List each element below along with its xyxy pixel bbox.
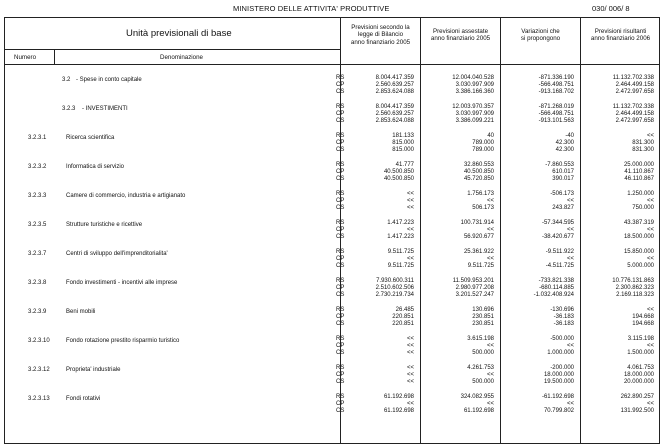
row-numero: 3.2.3.8 — [28, 280, 47, 286]
table-cell: << — [406, 401, 414, 407]
numero-divider — [54, 49, 55, 64]
row-type-code: RS — [336, 394, 345, 400]
table-cell: 45.720.850 — [463, 176, 494, 182]
table-cell: 42.300 — [555, 147, 574, 153]
row-denominazione: - Spese in conto capitale — [76, 77, 142, 83]
table-cell: 2.980.977.208 — [455, 285, 494, 291]
row-numero: 3.2.3.5 — [28, 222, 47, 228]
table-cell: 3.615.198 — [467, 336, 494, 342]
table-cell: 2.853.624.088 — [375, 89, 414, 95]
table-cell: 220.851 — [392, 314, 414, 320]
table-cell: << — [406, 343, 414, 349]
table-cell: << — [646, 198, 654, 204]
table-cell: 181.133 — [392, 133, 414, 139]
table-cell: 100.731.914 — [460, 220, 494, 226]
table-cell: 1.250.000 — [627, 191, 654, 197]
table-cell: << — [486, 256, 494, 262]
table-cell: 5.000.000 — [627, 263, 654, 269]
row-numero: 3.2.3.2 — [28, 164, 47, 170]
table-cell: 8.004.417.359 — [375, 75, 414, 81]
row-type-code: RS — [336, 104, 345, 110]
header-bottom-rule — [4, 64, 660, 65]
row-type-code: RS — [336, 191, 345, 197]
table-cell: 42.300 — [555, 140, 574, 146]
table-cell: 2.730.219.734 — [375, 292, 414, 298]
table-cell: 8.004.417.359 — [375, 104, 414, 110]
table-cell: 11.132.702.338 — [612, 104, 654, 110]
table-cell: 2.300.862.323 — [615, 285, 654, 291]
table-cell: 11.132.702.338 — [612, 75, 654, 81]
table-cell: 220.851 — [392, 321, 414, 327]
table-cell: << — [486, 198, 494, 204]
table-cell: 262.890.257 — [620, 394, 654, 400]
table-cell: 2.510.602.506 — [375, 285, 414, 291]
table-cell: << — [406, 227, 414, 233]
row-numero: 3.2.3.12 — [28, 367, 50, 373]
row-type-code: RS — [336, 278, 345, 284]
table-cell: 230.851 — [472, 314, 494, 320]
row-type-code: CS — [336, 350, 345, 356]
table-cell: 4.061.753 — [627, 365, 654, 371]
row-type-code: CP — [336, 82, 345, 88]
table-cell: 40 — [487, 133, 494, 139]
table-cell: 43.387.319 — [623, 220, 654, 226]
row-numero: 3.2 — [62, 77, 71, 83]
table-cell: -200.000 — [550, 365, 574, 371]
table-cell: 2.472.997.658 — [615, 118, 654, 124]
table-cell: -871.336.190 — [538, 75, 574, 81]
table-cell: 56.920.677 — [463, 234, 494, 240]
row-type-code: RS — [336, 162, 345, 168]
table-cell: -38.420.677 — [541, 234, 574, 240]
denominazione-header: Denominazione — [160, 54, 203, 61]
table-cell: 2.853.624.088 — [375, 118, 414, 124]
row-numero: 3.2.3.7 — [28, 251, 47, 257]
table-cell: 500.000 — [472, 379, 494, 385]
row-type-code: RS — [336, 249, 345, 255]
table-cell: -40 — [565, 133, 574, 139]
row-denominazione: Informatica di servizio — [66, 164, 125, 170]
table-cell: 40.500.850 — [463, 169, 494, 175]
table-cell: 3.030.997.909 — [455, 111, 494, 117]
table-cell: 26.485 — [395, 307, 414, 313]
row-type-code: RS — [336, 365, 345, 371]
table-cell: -36.183 — [553, 314, 574, 320]
table-cell: 15.850.000 — [623, 249, 654, 255]
table-cell: 12.004.040.528 — [452, 75, 494, 81]
table-cell: 25.361.922 — [463, 249, 494, 255]
table-cell: << — [566, 198, 574, 204]
table-cell: 10.776.131.863 — [612, 278, 654, 284]
table-cell: << — [406, 205, 414, 211]
table-cell: 130.696 — [472, 307, 494, 313]
row-denominazione: Ricerca scientifica — [66, 135, 115, 141]
table-cell: 230.851 — [472, 321, 494, 327]
table-cell: -871.268.019 — [538, 104, 574, 110]
table-cell: 4.261.753 — [467, 365, 494, 371]
table-cell: 2.169.118.323 — [616, 292, 654, 298]
table-cell: 789.000 — [472, 140, 494, 146]
row-type-code: CS — [336, 321, 345, 327]
row-denominazione: Proprieta' industriale — [66, 367, 121, 373]
table-cell: << — [406, 191, 414, 197]
table-cell: 1.000.000 — [547, 350, 574, 356]
row-type-code: CS — [336, 205, 345, 211]
table-cell: << — [486, 372, 494, 378]
row-type-code: CP — [336, 140, 345, 146]
table-cell: 831.300 — [632, 140, 654, 146]
ministry-title: MINISTERO DELLE ATTIVITA' PRODUTTIVE — [233, 4, 390, 13]
row-type-code: CP — [336, 198, 345, 204]
table-cell: 9.511.725 — [387, 263, 414, 269]
table-cell: -500.000 — [550, 336, 574, 342]
table-cell: 2.472.997.658 — [615, 89, 654, 95]
table-cell: -61.192.698 — [541, 394, 574, 400]
row-type-code: RS — [336, 307, 345, 313]
row-type-code: CP — [336, 256, 345, 262]
numero-header: Numero — [14, 54, 37, 61]
row-denominazione: Fondi rotativi — [66, 396, 101, 402]
table-cell: -680.114.885 — [539, 285, 574, 291]
table-cell: 20.000.000 — [623, 379, 654, 385]
row-type-code: CS — [336, 379, 345, 385]
row-type-code: CP — [336, 169, 345, 175]
table-cell: -566.498.751 — [538, 82, 574, 88]
row-type-code: CP — [336, 401, 345, 407]
table-cell: -36.183 — [553, 321, 574, 327]
table-cell: << — [646, 401, 654, 407]
col-header-legge-bilancio: Previsioni secondo la legge di Bilancio anno finanziario 2005 — [350, 24, 411, 46]
table-cell: << — [646, 227, 654, 233]
table-cell: 61.192.698 — [383, 394, 414, 400]
table-cell: 2.464.499.158 — [615, 111, 654, 117]
table-cell: 194.668 — [632, 314, 654, 320]
table-cell: << — [486, 343, 494, 349]
table-cell: 3.386.099.221 — [455, 118, 494, 124]
row-type-code: RS — [336, 220, 345, 226]
table-cell: 506.173 — [472, 205, 494, 211]
table-cell: 324.082.955 — [460, 394, 494, 400]
table-cell: << — [646, 256, 654, 262]
table-cell: << — [406, 372, 414, 378]
table-cell: 61.192.698 — [463, 408, 494, 414]
row-denominazione: Centri di sviluppo dell'imprenditorialita' — [66, 251, 168, 257]
row-type-code: CP — [336, 227, 345, 233]
row-type-code: RS — [336, 75, 345, 81]
row-type-code: CP — [336, 111, 345, 117]
table-cell: 831.300 — [632, 147, 654, 153]
table-cell: -4.511.725 — [545, 263, 574, 269]
row-type-code: RS — [336, 336, 345, 342]
table-cell: 70.799.802 — [543, 408, 574, 414]
table-cell: << — [406, 198, 414, 204]
table-cell: 2.464.499.158 — [615, 82, 654, 88]
table-cell: 789.000 — [472, 147, 494, 153]
row-type-code: CS — [336, 118, 345, 124]
table-cell: 3.030.997.909 — [455, 82, 494, 88]
table-cell: 9.511.725 — [387, 249, 414, 255]
table-cell: 194.668 — [632, 321, 654, 327]
table-cell: << — [566, 343, 574, 349]
table-cell: << — [646, 307, 654, 313]
table-cell: 18.000.000 — [543, 372, 574, 378]
table-cell: 1.417.223 — [387, 234, 414, 240]
row-numero: 3.2.3.10 — [28, 338, 50, 344]
table-cell: -506.173 — [550, 191, 574, 197]
row-type-code: CS — [336, 89, 345, 95]
row-type-code: CP — [336, 314, 345, 320]
table-cell: 40.500.850 — [383, 169, 414, 175]
table-cell: << — [406, 365, 414, 371]
row-type-code: CS — [336, 408, 345, 414]
table-cell: 3.115.198 — [627, 336, 654, 342]
row-type-code: CS — [336, 263, 345, 269]
table-cell: << — [406, 256, 414, 262]
table-cell: 610.017 — [552, 169, 574, 175]
row-type-code: CS — [336, 292, 345, 298]
table-cell: 3.201.527.247 — [455, 292, 494, 298]
table-cell: << — [646, 343, 654, 349]
table-cell: -9.511.922 — [545, 249, 574, 255]
col-header-previsioni-assestate: Previsioni assestate anno finanziario 2005 — [430, 28, 491, 43]
table-cell: 1.756.173 — [467, 191, 494, 197]
table-cell: 390.017 — [552, 176, 574, 182]
row-type-code: CS — [336, 176, 345, 182]
table-cell: -566.498.751 — [538, 111, 574, 117]
row-denominazione: Camere di commercio, industria e artigianato — [66, 193, 186, 199]
table-cell: << — [566, 256, 574, 262]
table-cell: << — [566, 227, 574, 233]
row-denominazione: Fondo rotazione prestito risparmio turistico — [66, 338, 180, 344]
table-cell: 18.500.000 — [623, 234, 654, 240]
table-cell: 815.000 — [392, 147, 414, 153]
table-cell: 40.500.850 — [383, 176, 414, 182]
table-cell: 500.000 — [472, 350, 494, 356]
table-cell: << — [406, 379, 414, 385]
page-reference: 030/ 006/ 8 — [592, 4, 630, 13]
table-cell: << — [566, 401, 574, 407]
row-numero: 3.2.3.9 — [28, 309, 47, 315]
row-type-code: CP — [336, 343, 345, 349]
row-type-code: CP — [336, 285, 345, 291]
table-cell: -913.168.702 — [538, 89, 574, 95]
table-cell: 1.500.000 — [627, 350, 654, 356]
table-cell: -913.101.563 — [538, 118, 574, 124]
table-cell: -57.344.595 — [541, 220, 574, 226]
table-cell: << — [486, 227, 494, 233]
table-cell: 815.000 — [392, 140, 414, 146]
table-cell: 243.827 — [552, 205, 574, 211]
col-header-variazioni: Variazioni che si propongono — [520, 28, 561, 43]
table-cell: 12.003.970.357 — [452, 104, 494, 110]
table-cell: 9.511.725 — [467, 263, 494, 269]
table-cell: 18.000.000 — [623, 372, 654, 378]
table-cell: << — [486, 401, 494, 407]
row-denominazione: Beni mobili — [66, 309, 96, 315]
table-cell: 11.509.953.201 — [452, 278, 494, 284]
row-numero: 3.2.3.3 — [28, 193, 47, 199]
table-cell: 41.110.867 — [624, 169, 654, 175]
row-type-code: RS — [336, 133, 345, 139]
table-cell: 750.000 — [632, 205, 654, 211]
row-denominazione: Strutture turistiche e ricettive — [66, 222, 143, 228]
table-cell: 25.000.000 — [623, 162, 654, 168]
table-cell: -130.696 — [550, 307, 574, 313]
row-denominazione: - INVESTIMENTI — [82, 106, 128, 112]
table-cell: 2.560.639.257 — [375, 82, 414, 88]
row-numero: 3.2.3 — [62, 106, 76, 112]
section-title: Unità previsionali di base — [126, 28, 232, 39]
row-type-code: CP — [336, 372, 345, 378]
table-cell: 32.860.553 — [463, 162, 494, 168]
row-type-code: CS — [336, 147, 345, 153]
table-cell: 41.777 — [395, 162, 414, 168]
table-cell: 19.500.000 — [543, 379, 574, 385]
table-cell: << — [406, 350, 414, 356]
row-numero: 3.2.3.1 — [28, 135, 47, 141]
table-cell: -1.032.408.924 — [533, 292, 574, 298]
table-cell: 2.560.639.257 — [375, 111, 414, 117]
table-cell: 3.386.166.360 — [455, 89, 494, 95]
table-cell: << — [646, 133, 654, 139]
table-cell: -733.821.338 — [538, 278, 574, 284]
table-cell: 131.992.500 — [620, 408, 654, 414]
table-cell: 61.192.698 — [383, 408, 414, 414]
table-cell: 1.417.223 — [387, 220, 414, 226]
row-type-code: CS — [336, 234, 345, 240]
table-cell: 46.110.867 — [624, 176, 654, 182]
row-numero: 3.2.3.13 — [28, 396, 50, 402]
table-cell: << — [406, 336, 414, 342]
table-cell: -7.860.553 — [545, 162, 574, 168]
table-cell: 7.930.600.311 — [376, 278, 414, 284]
col-header-previsioni-risultanti: Previsioni risultanti anno finanziario 2006 — [590, 28, 651, 43]
row-denominazione: Fondo investimenti - incentivi alle imprese — [66, 280, 178, 286]
